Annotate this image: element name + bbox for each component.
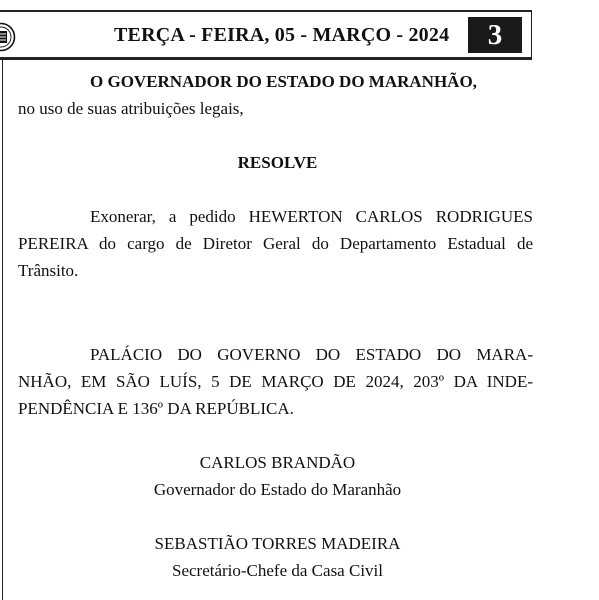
column-rule xyxy=(2,60,3,600)
decision-line: Exonerar, a pedido HEWERTON CARLOS RODRIGUES xyxy=(90,207,533,226)
signatory-title: Governador do Estado do Maranhão xyxy=(153,480,402,499)
closing-line: PENDÊNCIA E 136º DA REPÚBLICA. xyxy=(18,399,294,418)
header-date: TERÇA - FEIRA, 05 - MARÇO - 2024 xyxy=(114,24,450,46)
authority-line: O GOVERNADOR DO ESTADO DO MARANHÃO, xyxy=(90,72,477,91)
closing-line: NHÃO, EM SÃO LUÍS, 5 DE MARÇO DE 2024, 203º DA INDE- xyxy=(18,372,533,391)
page-number-badge: 3 xyxy=(468,17,522,53)
page-header xyxy=(0,10,532,60)
signatory-title: Secretário-Chefe da Casa Civil xyxy=(171,561,383,580)
decision-line: PEREIRA do cargo de Diretor Geral do Departamento Estadual de xyxy=(18,234,533,253)
decision-line: Trânsito. xyxy=(18,261,79,280)
state-emblem-icon xyxy=(0,22,16,52)
resolve-heading: RESOLVE xyxy=(237,153,318,172)
closing-line: PALÁCIO DO GOVERNO DO ESTADO DO MARA- xyxy=(90,345,533,364)
signatory-name: SEBASTIÃO TORRES MADEIRA xyxy=(154,534,401,553)
signatory-name: CARLOS BRANDÃO xyxy=(199,453,356,472)
authority-continuation: no uso de suas atribuições legais, xyxy=(18,99,244,118)
